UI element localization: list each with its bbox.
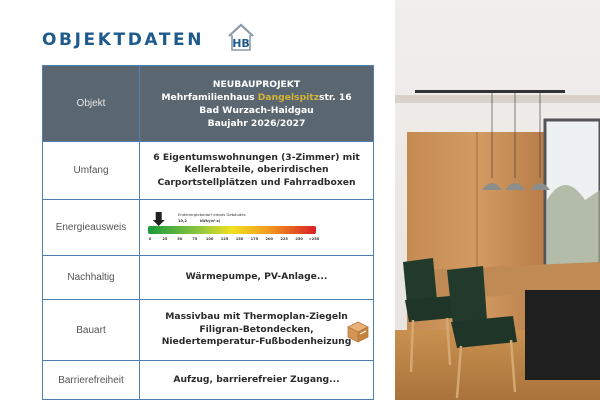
table-row — [43, 300, 374, 361]
objekt-line-4: Baujahr 2026/2027 — [207, 117, 306, 129]
energy-tick-label: 175 — [250, 236, 259, 241]
lamp-rail — [415, 90, 565, 93]
row-label-nachhaltig: Nachhaltig — [43, 256, 140, 300]
energy-arrow-icon — [153, 212, 165, 226]
house-logo-icon — [226, 22, 256, 52]
objekt-value — [140, 66, 374, 142]
energie-value — [140, 200, 374, 256]
table-row — [43, 256, 374, 300]
barriere-value: Aufzug, barrierefreier Zugang... — [140, 361, 374, 400]
property-table — [42, 65, 374, 400]
logo-text: HB — [232, 37, 250, 50]
bauart-value — [140, 300, 374, 361]
umfang-line-2: Kellerabteile, oberirdischen — [184, 164, 329, 176]
energy-tick-label: 50 — [177, 236, 183, 241]
energy-tick-label: 25 — [162, 236, 168, 241]
energy-tick-label: 150 — [235, 236, 244, 241]
table-row — [43, 200, 374, 256]
umfang-line-1: 6 Eigentumswohnungen (3-Zimmer) mit — [153, 151, 360, 163]
energy-tick-label: 200 — [265, 236, 274, 241]
row-label-bauart: Bauart — [43, 300, 140, 361]
energy-tick-label: >250 — [308, 236, 320, 241]
window-view — [547, 185, 600, 268]
ceiling-edge — [395, 95, 600, 103]
dining-room-illustration — [395, 0, 600, 400]
interior-photo — [395, 0, 600, 400]
row-label-objekt: Objekt — [43, 66, 140, 142]
energy-tick-label: 100 — [205, 236, 214, 241]
energy-tick-label: 75 — [192, 236, 198, 241]
bauart-line-2: Filigran-Betondecken, — [199, 323, 314, 335]
energy-scale — [146, 210, 318, 246]
bauart-line-1: Massivbau mit Thermoplan-Ziegeln — [165, 311, 348, 323]
objekt-line-2 — [140, 91, 373, 104]
row-label-barriere: Barrierefreiheit — [43, 361, 140, 400]
nachhaltig-value: Wärmepumpe, PV-Anlage... — [140, 256, 374, 300]
street-prefix: Mehrfamilienhaus — [161, 91, 258, 103]
energy-tick-label: 0 — [148, 236, 152, 241]
energy-scale-graphic — [146, 210, 318, 246]
chair-back — [403, 258, 437, 304]
table-row — [43, 142, 374, 200]
bauart-line-3: Niedertemperatur-Fußbodenheizung — [161, 336, 352, 348]
page-title: OBJEKTDATEN — [42, 30, 205, 50]
energy-value: 10,2 — [178, 218, 187, 223]
street-suffix: str. 16 — [319, 91, 352, 103]
row-label-umfang: Umfang — [43, 142, 140, 200]
objekt-line-3: Bad Wurzach-Haidgau — [199, 104, 314, 116]
table-base — [525, 290, 600, 380]
energy-caption: Endenergiebedarf dieses Gebäudes — [178, 211, 246, 217]
table-row — [43, 361, 374, 400]
row-label-energie: Energieausweis — [43, 200, 140, 256]
energy-tick-label: 250 — [295, 236, 303, 241]
chair-back — [447, 266, 487, 325]
umfang-value — [140, 142, 374, 200]
street-highlight: Dangelspitz — [257, 91, 320, 103]
energy-unit: kWh/(m²·a) — [200, 218, 221, 223]
brick-box-icon — [345, 318, 371, 344]
objekt-line-1: NEUBAUPROJEKT — [212, 78, 301, 90]
energy-tick-label: 225 — [280, 236, 288, 241]
energy-color-bar — [148, 226, 316, 234]
table-row — [43, 66, 374, 142]
umfang-line-3: Carportstellplätzen und Fahrradboxen — [157, 176, 356, 188]
energy-tick-label: 125 — [220, 236, 229, 241]
